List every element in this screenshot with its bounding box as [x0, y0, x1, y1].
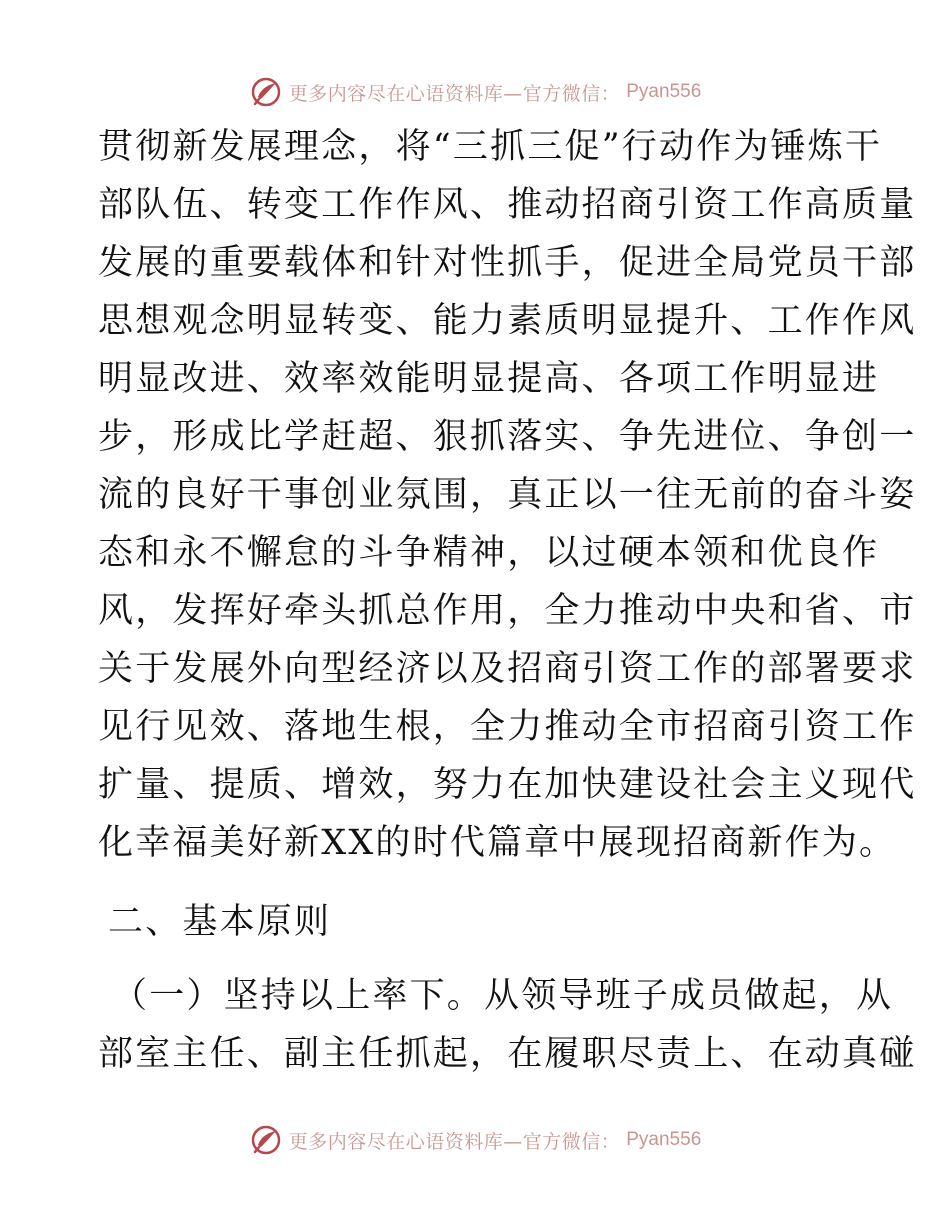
text-line: 扩量、提质、增效，努力在加快建设社会主义现代	[98, 765, 917, 805]
watermark-wechat-id: Pyan556	[626, 81, 702, 102]
watermark-wechat-id: Pyan556	[626, 1129, 702, 1150]
text-line: （一）坚持以上率下。从领导班子成员做起，从	[112, 976, 894, 1016]
text-line: 态和永不懈怠的斗争精神，以过硬本领和优良作	[98, 533, 880, 573]
text-line: 化幸福美好新XX的时代篇章中展现招商新作为。	[98, 823, 897, 863]
text-line: 明显改进、效率效能明显提高、各项工作明显进	[98, 359, 880, 399]
footer-watermark	[0, 1120, 950, 1160]
paragraph-2	[98, 967, 917, 1083]
watermark-text: 更多内容尽在心语资料库—官方微信：	[288, 82, 621, 105]
watermark-text: 更多内容尽在心语资料库—官方微信：	[288, 1130, 621, 1153]
text-line: 见行见效、落地生根，全力推动全市招商引资工作	[98, 707, 917, 747]
text-line: 步，形成比学赶超、狠抓落实、争先进位、争创一	[98, 417, 917, 457]
section-heading: 二、基本原则	[108, 902, 332, 942]
text-line: 发展的重要载体和针对性抓手，促进全局党员干部	[98, 243, 917, 283]
paragraph-1	[98, 118, 917, 872]
header-watermark	[0, 72, 950, 112]
text-line: 风，发挥好牵头抓总作用，全力推动中央和省、市	[98, 591, 917, 631]
watermark-logo-icon	[249, 1123, 283, 1157]
text-line: 部室主任、副主任抓起，在履职尽责上、在动真碰	[98, 1034, 917, 1074]
text-line: 部队伍、转变工作作风、推动招商引资工作高质量	[98, 185, 917, 225]
text-line: 思想观念明显转变、能力素质明显提升、工作作风	[98, 301, 917, 341]
watermark-logo-icon	[249, 75, 283, 109]
text-line: 贯彻新发展理念，将“三抓三促”行动作为锤炼干	[98, 127, 883, 167]
text-line: 关于发展外向型经济以及招商引资工作的部署要求	[98, 649, 917, 689]
text-line: 流的良好干事创业氛围，真正以一往无前的奋斗姿	[98, 475, 917, 515]
